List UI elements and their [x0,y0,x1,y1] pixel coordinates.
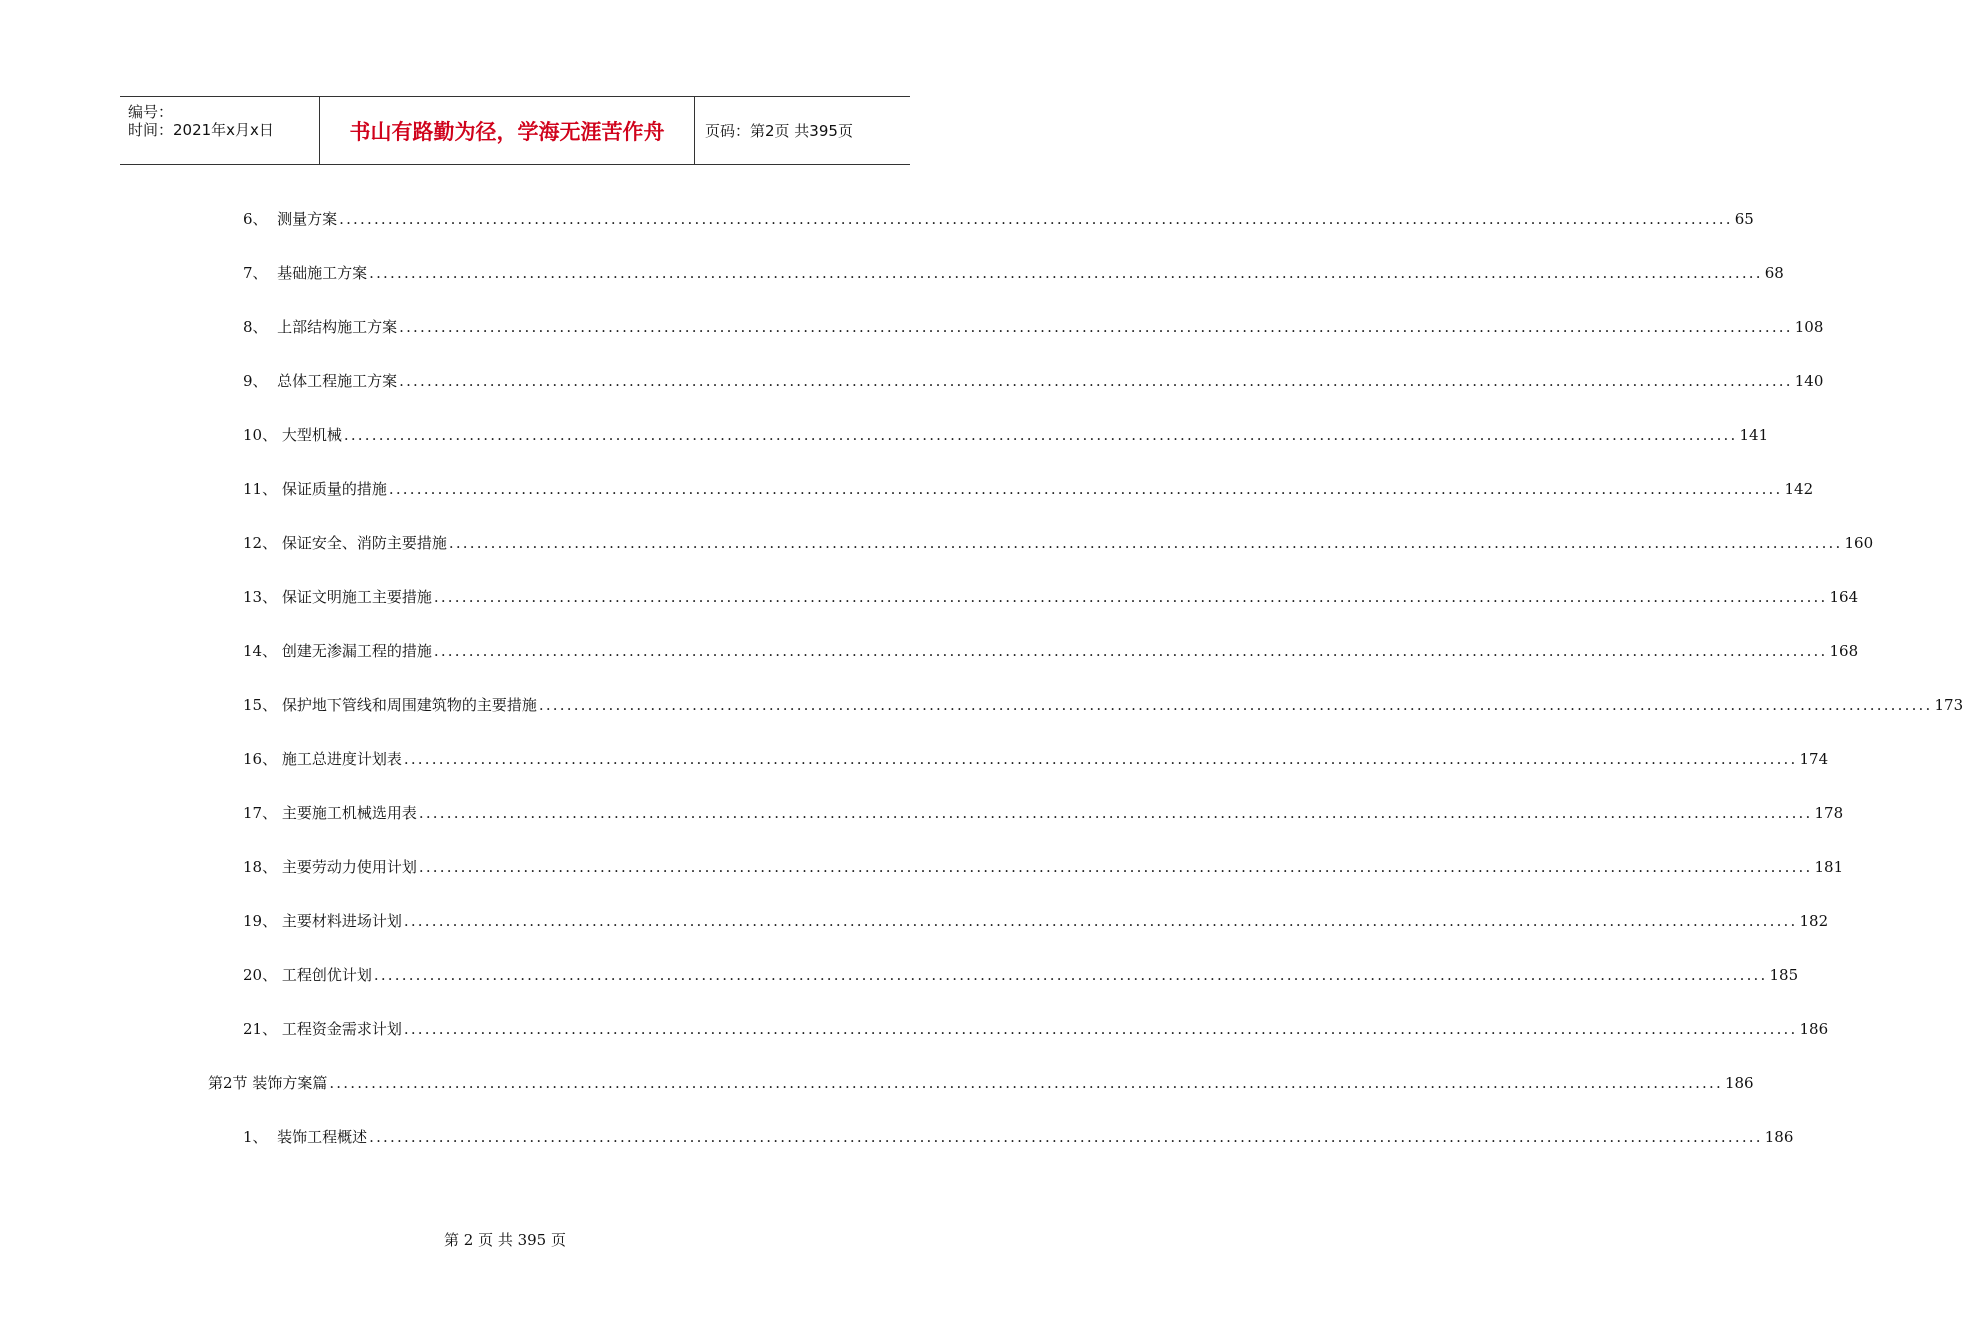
toc-entry-number: 18、 [243,858,282,876]
toc-entry-page: 173 [1934,696,1963,714]
toc-entry-number: 8、 [243,318,278,336]
toc-leader-dots: ........................................................................................................................................................................................................ [448,534,1843,552]
toc-entry-page: 68 [1764,264,1784,282]
toc-entry-number: 9、 [243,372,278,390]
toc-entry-page: 140 [1794,372,1824,390]
toc-leader-dots: ........................................................................................................................................................................................................ [403,912,1798,930]
toc-entry-page: 186 [1799,1020,1829,1038]
toc-entry-page: 142 [1784,480,1814,498]
toc-entry-number: 7、 [243,264,278,282]
toc-entry-page: 182 [1799,912,1829,930]
toc-entry[interactable] [243,261,1784,285]
toc-entry-number: 20、 [243,966,282,984]
time-label: 时间：2021年x月x日 [128,121,274,139]
toc-entry[interactable] [243,207,1754,231]
toc-leader-dots: ........................................................................................................................................................................................................ [433,588,1828,606]
toc-entry-page: 160 [1844,534,1874,552]
toc-entry[interactable] [243,1125,1794,1149]
toc-entry-page: 164 [1829,588,1859,606]
toc-entry[interactable] [243,315,1824,339]
toc-entry-page: 168 [1829,642,1859,660]
toc-leader-dots: ........................................................................................................................................................................................................ [433,642,1828,660]
toc-entry-number: 6、 [243,210,278,228]
toc-leader-dots: ........................................................................................................................................................................................................ [399,372,1793,390]
toc-entry-title: 上部结构施工方案 [277,318,398,336]
toc-entry[interactable] [243,693,1963,717]
toc-entry[interactable] [243,531,1874,555]
toc-entry-title: 基础施工方案 [277,264,368,282]
toc-entry-title: 创建无渗漏工程的措施 [281,642,432,660]
toc-leader-dots: ........................................................................................................................................................................................................ [343,426,1738,444]
toc-entry[interactable] [243,909,1829,933]
toc-entry-title: 主要劳动力使用计划 [281,858,417,876]
header-page-info: 页码：第2页 共395页 [705,122,853,140]
toc-entry-title: 大型机械 [281,426,342,444]
toc-entry-page: 181 [1814,858,1844,876]
toc-entry-page: 108 [1794,318,1824,336]
toc-entry-number: 1、 [243,1128,278,1146]
toc-entry[interactable] [243,477,1814,501]
toc-entry-number: 第2节 [208,1074,253,1092]
toc-leader-dots: ........................................................................................................................................................................................................ [418,804,1813,822]
toc-entry[interactable] [243,747,1829,771]
toc-entry[interactable] [243,963,1799,987]
toc-entry[interactable] [243,585,1859,609]
toc-entry-number: 21、 [243,1020,282,1038]
toc-entry-title: 装饰方案篇 [252,1074,328,1092]
toc-entry[interactable] [208,1071,1754,1095]
toc-entry-title: 测量方案 [277,210,338,228]
toc-entry-title: 保证安全、消防主要措施 [281,534,447,552]
header-meta-cell [120,97,320,164]
toc-leader-dots: ........................................................................................................................................................................................................ [369,1128,1763,1146]
toc-entry-title: 保证质量的措施 [281,480,387,498]
toc-entry-number: 12、 [243,534,282,552]
toc-entry[interactable] [243,639,1859,663]
toc-entry[interactable] [243,369,1824,393]
toc-entry-title: 装饰工程概述 [277,1128,368,1146]
toc-leader-dots: ........................................................................................................................................................................................................ [399,318,1793,336]
toc-entry-number: 14、 [243,642,282,660]
toc-entry-title: 主要施工机械选用表 [281,804,417,822]
page-footer: 第 2 页 共 395 页 [443,1231,566,1249]
toc-entry-title: 总体工程施工方案 [277,372,398,390]
toc-entry-number: 19、 [243,912,282,930]
toc-entry-page: 186 [1724,1074,1754,1092]
toc-entry-page: 65 [1734,210,1754,228]
toc-entry-number: 11、 [243,480,282,498]
toc-entry-number: 13、 [243,588,282,606]
toc-leader-dots: ........................................................................................................................................................................................................ [369,264,1763,282]
header-motto: 书山有路勤为径，学海无涯苦作舟 [320,97,695,164]
toc-leader-dots: ........................................................................................................................................................................................................ [538,696,1933,714]
toc-entry[interactable] [243,1017,1829,1041]
page-header [120,96,910,165]
toc-leader-dots: ........................................................................................................................................................................................................ [339,210,1733,228]
toc-entry-number: 17、 [243,804,282,822]
toc-entry-page: 185 [1769,966,1799,984]
toc-entry[interactable] [243,855,1844,879]
toc-entry-title: 工程创优计划 [281,966,372,984]
toc-entry-title: 工程资金需求计划 [281,1020,402,1038]
toc-leader-dots: ........................................................................................................................................................................................................ [329,1074,1723,1092]
toc-entry-number: 10、 [243,426,282,444]
toc-leader-dots: ........................................................................................................................................................................................................ [403,750,1798,768]
toc-entry-page: 186 [1764,1128,1794,1146]
toc-entry[interactable] [243,423,1769,447]
toc-entry-page: 141 [1739,426,1769,444]
toc-entry-title: 主要材料进场计划 [281,912,402,930]
toc-entry-title: 保护地下管线和周围建筑物的主要措施 [281,696,537,714]
toc-entry-number: 15、 [243,696,282,714]
toc-leader-dots: ........................................................................................................................................................................................................ [418,858,1813,876]
toc-entry-title: 保证文明施工主要措施 [281,588,432,606]
toc-leader-dots: ........................................................................................................................................................................................................ [403,1020,1798,1038]
toc-entry[interactable] [243,801,1844,825]
toc-leader-dots: ........................................................................................................................................................................................................ [373,966,1768,984]
toc-entry-number: 16、 [243,750,282,768]
toc-entry-page: 178 [1814,804,1844,822]
toc-entry-page: 174 [1799,750,1829,768]
serial-number-label: 编号： [128,103,174,121]
toc-entry-title: 施工总进度计划表 [281,750,402,768]
toc-leader-dots: ........................................................................................................................................................................................................ [388,480,1783,498]
